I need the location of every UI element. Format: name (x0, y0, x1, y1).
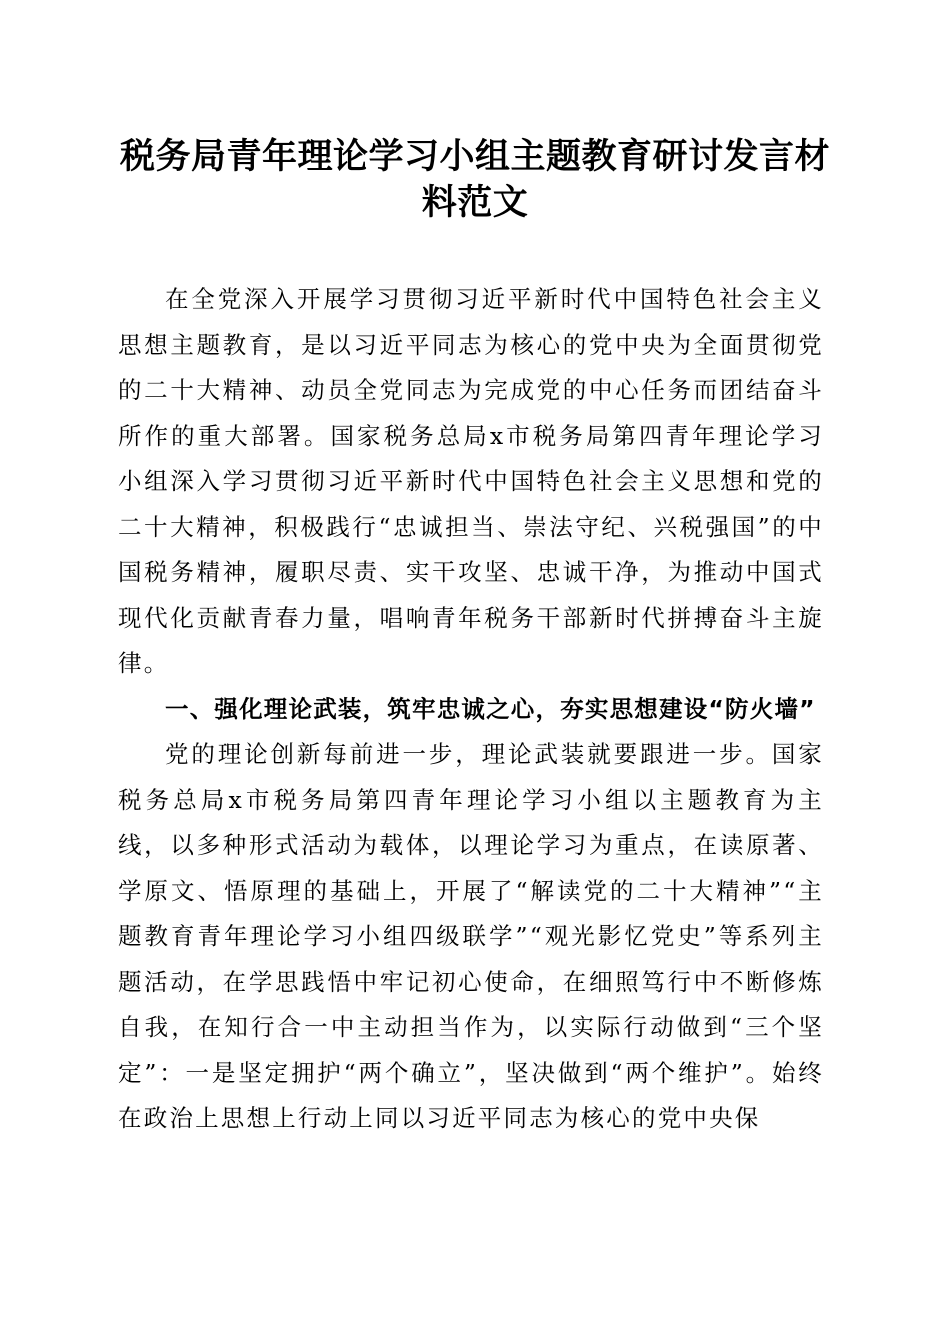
intro-paragraph: 在全党深入开展学习贯彻习近平新时代中国特色社会主义思想主题教育，是以习近平同志为核心的党中央为全面贯彻党的二十大精神、动员全党同志为完成党的中心任务而团结奋斗所作的重大部署。国家税务总局x市税务局第四青年理论学习小组深入学习贯彻习近平新时代中国特色社会主义思想和党的二十大精神，积极践行“忠诚担当、崇法守纪、兴税强国”的中国税务精神，履职尽责、实干攻坚、忠诚干净，为推动中国式现代化贡献青春力量，唱响青年税务干部新时代拼搏奋斗主旋律。 (118, 285, 824, 677)
document-body (118, 277, 824, 1142)
document-title: 税务局青年理论学习小组主题教育研讨发言材料范文 (119, 137, 830, 223)
section-heading: 一、强化理论武装，筑牢忠诚之心，夯实思想建设“防火墙” (165, 694, 816, 723)
section-paragraph: 党的理论创新每前进一步，理论武装就要跟进一步。国家税务总局x市税务局第四青年理论学习小组以主题教育为主线，以多种形式活动为载体，以理论学习为重点，在读原著、学原文、悟原理的基础上，开展了“解读党的二十大精神”“主题教育青年理论学习小组四级联学”“观光影忆党史”等系列主题活动，在学思践悟中牢记初心使命，在细照笃行中不断修炼自我，在知行合一中主动担当作为，以实际行动做到“三个坚定”：一是坚定拥护“两个确立”，坚决做到“两个维护”。始终在政治上思想上行动上同以习近平同志为核心的党中央保 (118, 740, 824, 1132)
